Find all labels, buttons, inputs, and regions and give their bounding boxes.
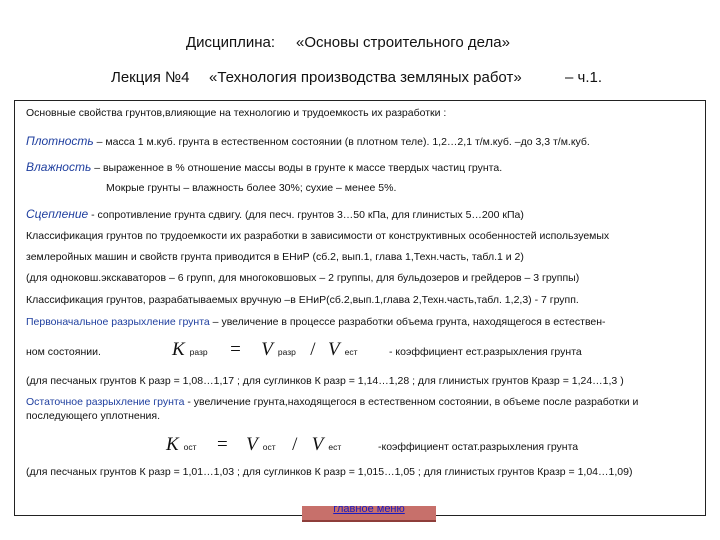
formula-residual-loosening bbox=[166, 434, 341, 456]
main-menu-button[interactable] bbox=[302, 503, 436, 522]
residual-term: Остаточное разрыхление грунта bbox=[26, 396, 185, 408]
formula1-v2-sub: ест bbox=[344, 347, 358, 357]
formula2-v1-sub: ост bbox=[262, 442, 276, 452]
formula1-v1: V bbox=[261, 339, 273, 360]
moisture-text: – выраженное в % отношение массы воды в грунте к массе твердых частиц грунта. bbox=[91, 162, 503, 174]
formula2-slash: / bbox=[292, 434, 298, 455]
residual-text: - увеличение грунта,находящегося в естественном состоянии, в объеме после разработки и bbox=[184, 396, 639, 408]
cohesion-line bbox=[26, 207, 524, 221]
lecture-title: «Технология производства земляных работ» bbox=[209, 69, 522, 86]
loosening-line bbox=[26, 316, 606, 328]
classification-line-2: землеройных машин и свойств грунта приводится в ЕНиР (сб.2, вып.1, глава 1,Техн.часть, табл.1 и 2) bbox=[26, 251, 524, 263]
formula1-description: - коэффициент ест.разрыхления грунта bbox=[389, 346, 582, 358]
formula2-v2-sub: ест bbox=[328, 442, 342, 452]
formula2-description: -коэффициент остат.разрыхления грунта bbox=[378, 441, 579, 453]
discipline-label: Дисциплина: bbox=[186, 34, 276, 51]
formula2-k: К bbox=[166, 434, 179, 455]
classification-line-3: (для одноковш.экскаваторов – 6 групп, для многоковшовых – 2 группы, для бульдозеров и грейдеров – 3 группы) bbox=[26, 272, 580, 284]
formula2-eq: = bbox=[216, 434, 228, 455]
loosening-continuation: ном состоянии. bbox=[26, 346, 101, 358]
formula1-k: К bbox=[172, 339, 185, 360]
discipline-title: «Основы строительного дела» bbox=[296, 34, 510, 51]
classification-line-4: Классификация грунтов, разрабатываемых вручную –в ЕНиР(сб.2,вып.1,глава 2,Техн.часть,табл. 1,2,3) - 7 групп. bbox=[26, 294, 579, 306]
cohesion-text: - сопротивление грунта сдвигу. (для песч. грунтов 3…50 кПа, для глинистых 5…200 кПа) bbox=[88, 209, 524, 221]
moisture-term: Влажность bbox=[26, 160, 92, 174]
density-term: Плотность bbox=[26, 134, 94, 148]
formula2-v2: V bbox=[311, 434, 324, 455]
lecture-part: – ч.1. bbox=[565, 69, 603, 86]
main-menu-label[interactable]: главное меню bbox=[333, 503, 405, 515]
formula1-v2: V bbox=[328, 339, 340, 360]
moisture-note: Мокрые грунты – влажность более 30%; сухие – менее 5%. bbox=[106, 182, 397, 194]
moisture-line bbox=[26, 160, 502, 174]
range-residual-loosening: (для песчаных грунтов К разр = 1,01…1,03 ; для суглинков К разр = 1,015…1,05 ; для глинистых грунтов Кразр = 1,04…1,09) bbox=[26, 466, 633, 478]
density-line bbox=[26, 134, 590, 148]
formula1-v1-sub: разр bbox=[277, 347, 296, 357]
formula1-k-sub: разр bbox=[189, 347, 208, 357]
loosening-term: Первоначальное разрыхление грунта bbox=[26, 316, 210, 328]
range-initial-loosening: (для песчаных грунтов К разр = 1,08…1,17 ; для суглинков К разр = 1,14…1,28 ; для глинистых грунтов Кразр = 1,24…1,3 ) bbox=[26, 375, 624, 387]
formula1-slash: / bbox=[310, 339, 316, 360]
formula-initial-loosening bbox=[172, 339, 358, 361]
formula2-k-sub: ост bbox=[183, 442, 197, 452]
formula2-v1: V bbox=[246, 434, 258, 455]
loosening-text: – увеличение в процессе разработки объема грунта, находящегося в естествен- bbox=[209, 316, 606, 328]
residual-continuation: последующего уплотнения. bbox=[26, 410, 160, 422]
intro-text: Основные свойства грунтов,влияющие на технологию и трудоемкость их разработки : bbox=[26, 107, 447, 119]
cohesion-term: Сцепление bbox=[26, 207, 89, 221]
classification-line-1: Классификация грунтов по трудоемкости их разработки в зависимости от конструктивных особенностей используемых bbox=[26, 230, 610, 242]
lecture-label: Лекция №4 bbox=[111, 69, 190, 86]
formula1-eq: = bbox=[230, 339, 241, 360]
density-text: – масса 1 м.куб. грунта в естественном состоянии (в плотном теле). 1,2…2,1 т/м.куб. –до 3,3 т/м.куб. bbox=[93, 136, 590, 148]
residual-line bbox=[26, 396, 638, 408]
